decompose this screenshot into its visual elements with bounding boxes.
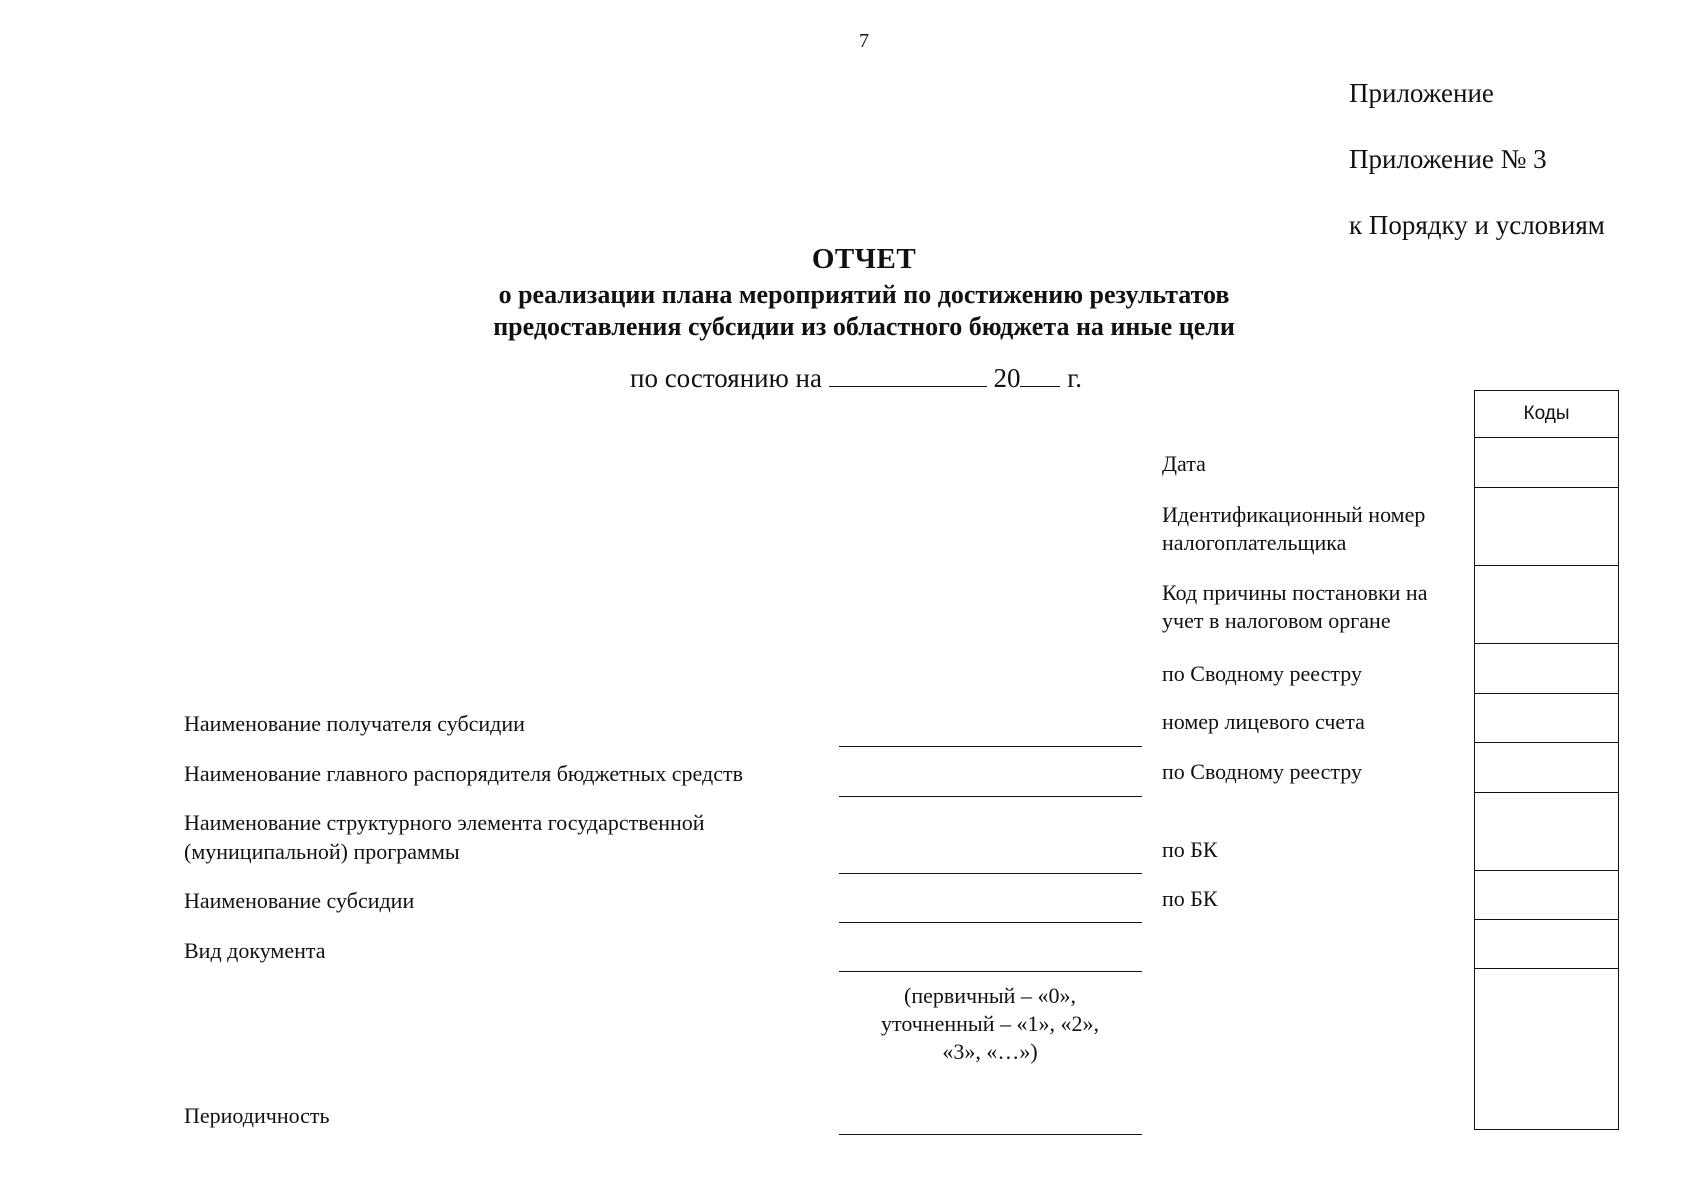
recipient-name-label: Наименование получателя субсидии <box>184 711 525 736</box>
year-suffix: г. <box>1067 363 1082 393</box>
document-type-hint <box>860 982 1120 1066</box>
report-title: ОТЧЕТ <box>811 243 917 275</box>
year-prefix: 20 <box>993 363 1021 393</box>
codes-row-divider <box>1475 870 1618 871</box>
document-type-field[interactable] <box>839 971 1142 972</box>
document-type-hint-line-3: «3», «…») <box>942 1039 1038 1064</box>
code-label-date: Дата <box>1162 451 1206 476</box>
codes-row-divider <box>1475 565 1618 566</box>
codes-row-divider <box>1475 742 1618 743</box>
code-label-registry-2: по Сводному реестру <box>1162 759 1362 784</box>
program-element-label <box>184 808 705 866</box>
page-number: 7 <box>859 30 869 52</box>
document-type-label: Вид документа <box>184 938 326 963</box>
appendix-line-1: Приложение <box>1349 78 1494 108</box>
recipient-name-field[interactable] <box>839 746 1142 747</box>
periodicity-label: Периодичность <box>184 1103 330 1128</box>
codes-row-divider <box>1475 643 1618 644</box>
code-label-kpp <box>1162 579 1427 635</box>
code-label-inn-line-2: налогоплательщика <box>1162 530 1347 555</box>
subsidy-name-label: Наименование субсидии <box>184 888 415 913</box>
code-label-bk-2: по БК <box>1162 886 1218 911</box>
codes-row-divider <box>1475 437 1618 438</box>
code-label-account: номер лицевого счета <box>1162 709 1365 734</box>
as-of-prefix: по состоянию на <box>630 363 822 393</box>
date-blank[interactable] <box>829 362 987 387</box>
program-element-field[interactable] <box>839 873 1142 874</box>
document-type-hint-line-2: уточненный – «1», «2», <box>881 1011 1099 1036</box>
codes-row-divider <box>1475 487 1618 488</box>
report-subtitle-1: о реализации плана мероприятий по достижению результатов <box>498 280 1230 309</box>
codes-row-divider <box>1475 693 1618 694</box>
code-label-registry-1: по Сводному реестру <box>1162 661 1362 686</box>
code-label-kpp-line-2: учет в налоговом органе <box>1162 608 1391 633</box>
codes-row-divider <box>1475 968 1618 969</box>
codes-header: Коды <box>1523 403 1570 424</box>
code-label-kpp-line-1: Код причины постановки на <box>1162 580 1428 605</box>
program-element-label-line-1: Наименование структурного элемента государственной <box>184 810 705 835</box>
appendix-line-2: Приложение № 3 <box>1349 144 1547 174</box>
codes-row-divider <box>1475 919 1618 920</box>
appendix-line-3: к Порядку и условиям <box>1349 210 1605 240</box>
program-element-label-line-2: (муниципальной) программы <box>184 839 460 864</box>
codes-table <box>1474 390 1619 1130</box>
code-label-bk-1: по БК <box>1162 837 1218 862</box>
year-blank[interactable] <box>1020 362 1060 387</box>
chief-manager-label: Наименование главного распорядителя бюджетных средств <box>184 761 743 786</box>
chief-manager-field[interactable] <box>839 796 1142 797</box>
code-label-inn <box>1162 501 1425 557</box>
codes-row-divider <box>1475 792 1618 793</box>
document-type-hint-line-1: (первичный – «0», <box>904 983 1076 1008</box>
as-of-date-line <box>630 362 1082 394</box>
code-label-inn-line-1: Идентификационный номер <box>1162 502 1426 527</box>
periodicity-field[interactable] <box>839 1134 1142 1135</box>
subsidy-name-field[interactable] <box>839 922 1142 923</box>
report-subtitle-2: предоставления субсидии из областного бюджета на иные цели <box>493 312 1235 341</box>
